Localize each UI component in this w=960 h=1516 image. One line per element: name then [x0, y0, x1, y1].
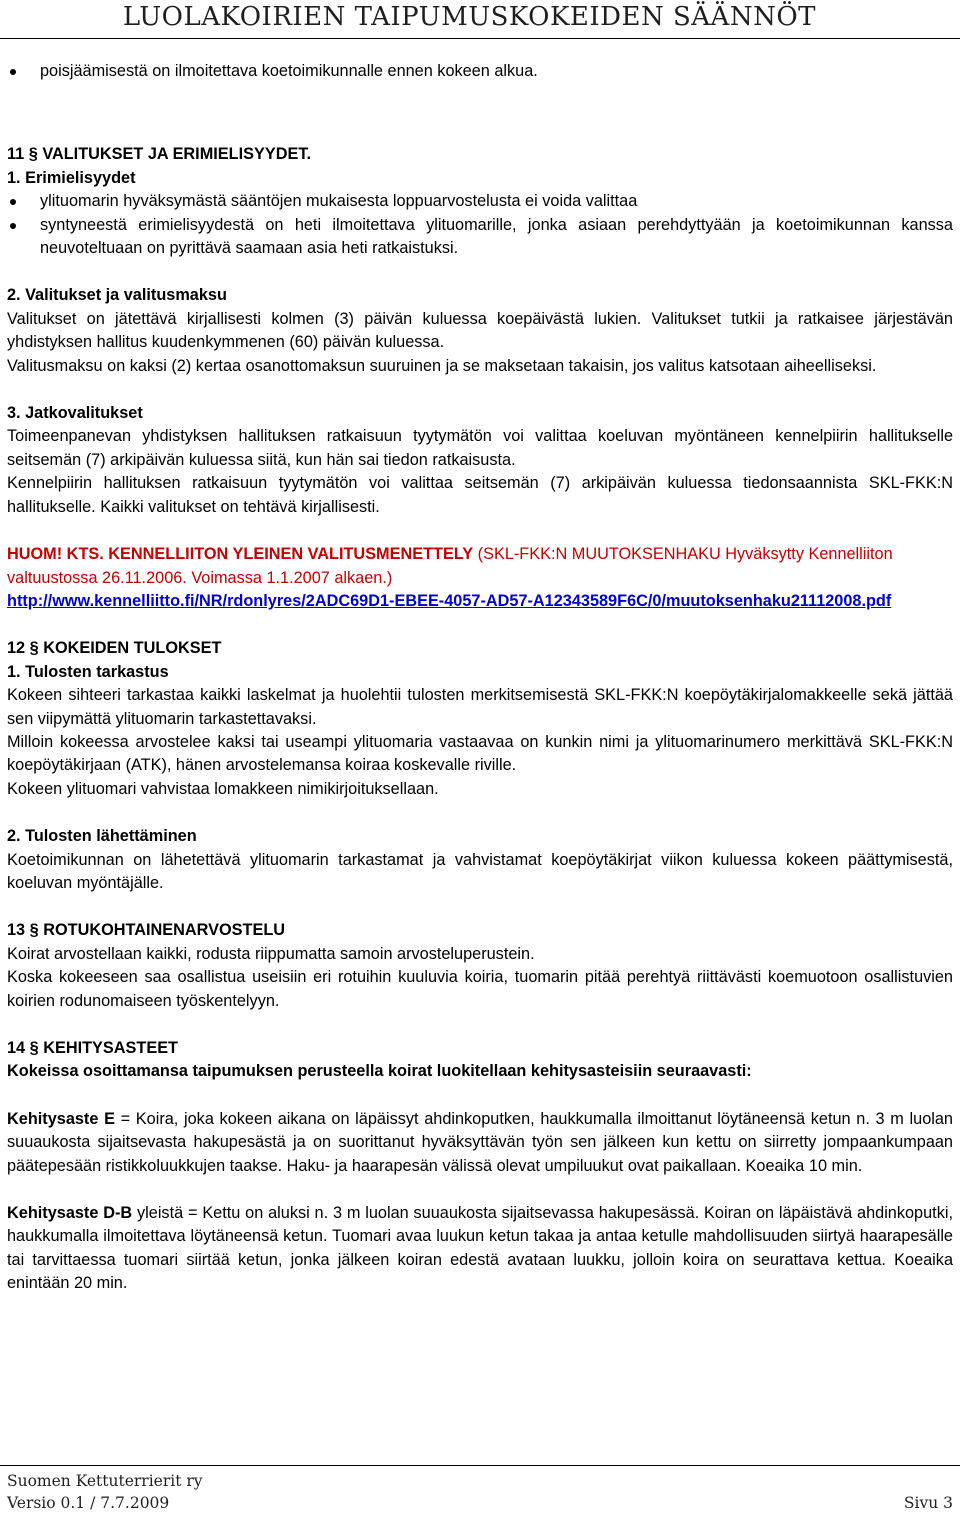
paragraph: Koska kokeeseen saa osallistua useisiin eri rotuihin kuuluvia koiria, tuomarin pitää perehtyä riittävästi koemuotoon osallistuvien koirien rodunomaiseen työskentelyyn.: [7, 968, 953, 1010]
kehitysaste-db-label: Kehitysaste D-B: [7, 1204, 133, 1223]
section-intro: Kokeissa osoittamansa taipumuksen perusteella koirat luokitellaan kehitysasteisiin seuraavasti:: [7, 1062, 752, 1081]
footer-page-number: Sivu 3: [903, 1494, 953, 1512]
paragraph: Koetoimikunnan on lähetettävä ylituomarin tarkastamat ja vahvistamat koepöytäkirjat viikon kuluessa kokeen päättymisestä, koeluvan myöntäjälle.: [7, 850, 953, 892]
page-footer: [0, 1465, 960, 1516]
page-header: [0, 0, 960, 39]
paragraph: Valitusmaksu on kaksi (2) kertaa osanottomaksun suuruinen ja se maksetaan takaisin, jos valitus katsotaan aiheelliseksi.: [7, 356, 877, 375]
kehitysaste-db-text: yleistä = Kettu on aluksi n. 3 m luolan suuaukosta sijaitsevassa hakupesässä. Koiran on läpäistävä ahdinkoputki, haukkumalla ilmoitettava löytäneensä ketun. Tuomari avaa luukun ketun takaa ja antaa ketulle mahdollisuuden siirtyä haarapesälle tai tarvittaessa tuomari siirtää ketun, jonka jälkeen koiran edestä avataan luukku, jolloin koira on seurattava kettua. Koeaika enintään 20 min.: [7, 1204, 953, 1293]
paragraph: Toimeenpanevan yhdistyksen hallituksen ratkaisuun tyytymätön voi valittaa koeluvan myöntäneen kennelpiirin hallitukselle seitsemän (7) arkipäivän kuluessa siitä, kun hän sai tiedon ratkaisusta.: [7, 427, 953, 469]
appeal-procedure-note: [7, 543, 953, 590]
link-paragraph: [7, 590, 953, 613]
paragraph: Milloin kokeessa arvostelee kaksi tai useampi ylituomaria vastaavaa on kunkin nimi ja ylituomarinumero merkittävä SKL-FKK:N koepöytäkirjaan (ATK), hänen arvostelemansa koiraa koskevalle riville.: [7, 732, 953, 775]
footer-organization: Suomen Kettuterrierit ry: [7, 1472, 203, 1490]
paragraph: Kokeen ylituomari vahvistaa lomakkeen nimikirjoituksellaan.: [7, 779, 439, 798]
list-item: poisjäämisestä on ilmoitettava koetoimikunnalle ennen kokeen alkua.: [7, 60, 953, 83]
section-heading-13: 13 § ROTUKOHTAINENARVOSTELU: [7, 921, 286, 940]
section-heading-14: 14 § KEHITYSASTEET: [7, 1039, 179, 1057]
subheading-valitukset: 2. Valitukset ja valitusmaksu: [7, 286, 227, 305]
header-title: LUOLAKOIRIEN TAIPUMUSKOKEIDEN SÄÄNNÖT: [122, 2, 816, 32]
note-text: (SKL-FKK:N MUUTOKSENHAKU Hyväksytty Kennelliiton valtuustossa 26.11.2006. Voimassa 1.1.2007 alkaen.): [7, 545, 893, 587]
kehitysaste-e: [7, 1108, 953, 1178]
document-body: [7, 60, 953, 1296]
paragraph: Kennelpiirin hallituksen ratkaisuun tyytymätön voi valittaa seitsemän (7) arkipäivän kuluessa tiedonsaannista SKL-FKK:N hallitukselle. Kaikki valitukset on tehtävä kirjallisesti.: [7, 474, 953, 516]
subheading-jatkovalitukset: 3. Jatkovalitukset: [7, 404, 143, 423]
note-bold-text: HUOM! KTS. KENNELLIITON YLEINEN VALITUSMENETTELY: [7, 545, 474, 564]
section-heading-12: 12 § KOKEIDEN TULOKSET: [7, 639, 222, 658]
paragraph: Kokeen sihteeri tarkastaa kaikki laskelmat ja huolehtii tulosten merkitsemisestä SKL-FKK:N koepöytäkirjalomakkeelle sekä jättää sen viipymättä ylituomarin tarkastettavaksi.: [7, 686, 953, 728]
list-item: ylituomarin hyväksymästä sääntöjen mukaisesta loppuarvostelusta ei voida valittaa: [7, 190, 953, 213]
subheading-erimielisyydet: 1. Erimielisyydet: [7, 168, 136, 187]
kennelliitto-link[interactable]: http://www.kennelliitto.fi/NR/rdonlyres/2ADC69D1-EBEE-4057-AD57-A12343589F6C/0/muutoksenhaku21112008.pdf: [7, 591, 892, 610]
paragraph: Valitukset on jätettävä kirjallisesti kolmen (3) päivän kuluessa koepäivästä lukien. Valitukset tutkii ja ratkaisee järjestävän yhdistyksen hallitus kuudenkymmenen (60) päivän kuluessa.: [7, 309, 953, 352]
footer-version: Versio 0.1 / 7.7.2009: [7, 1494, 170, 1512]
subheading-tulosten-lahettaminen: 2. Tulosten lähettäminen: [7, 827, 197, 846]
list-item: syntyneestä erimielisyydestä on heti ilmoitettava ylituomarille, jonka asiaan perehdyttyään ja koetoimikunnan kanssa neuvoteltuaan on pyrittävä saamaan asia heti ratkaistuksi.: [7, 214, 953, 261]
subheading-tulosten-tarkastus: 1. Tulosten tarkastus: [7, 662, 169, 681]
section-heading-11: 11 § VALITUKSET JA ERIMIELISYYDET.: [7, 145, 311, 164]
kehitysaste-db: [7, 1202, 953, 1296]
kehitysaste-e-label: Kehitysaste E: [7, 1109, 115, 1128]
kehitysaste-e-text: = Koira, joka kokeen aikana on läpäissyt ahdinkoputken, haukkumalla ilmoittanut löytäneensä ketun n. 3 m luolan suuaukosta sijaitsevasta hakupesästä ja on suorittanut hyväksyttävän työn sen jälkeen kun kettu on siirretty jompaankumpaan päätepesään ristikkoluukkujen taakse. Haku- ja haarapesän välissä olevat umpiluukut ovat paikallaan. Koeaika 10 min.: [7, 1109, 953, 1175]
paragraph: Koirat arvostellaan kaikki, rodusta riippumatta samoin arvosteluperustein.: [7, 944, 535, 963]
